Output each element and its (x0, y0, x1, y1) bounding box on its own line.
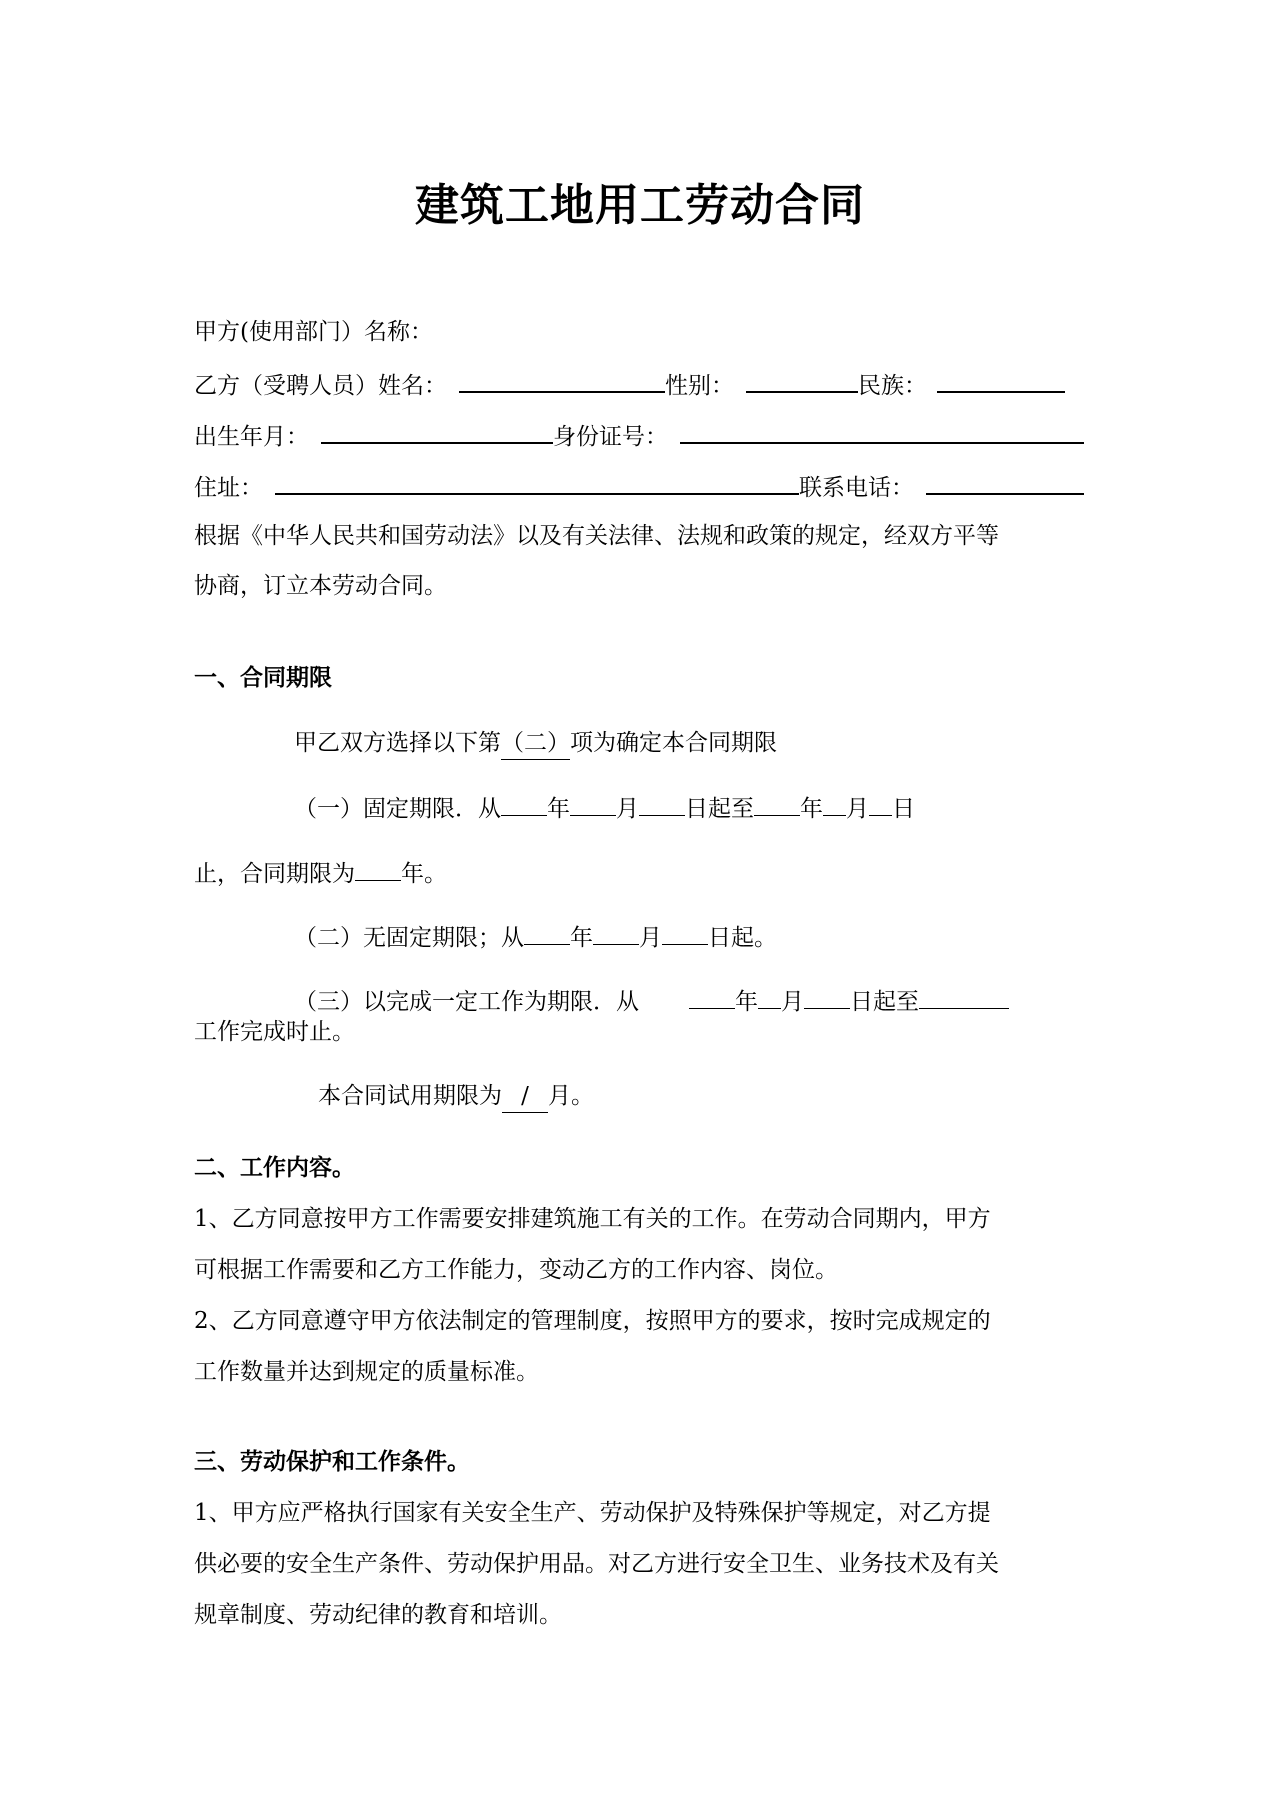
phone-field[interactable] (926, 469, 1084, 495)
opt3-year-label: 年 (735, 989, 758, 1015)
opt3-day-label: 日起至 (850, 989, 919, 1015)
document-title: 建筑工地用工劳动合同 (415, 180, 865, 231)
id-label: 身份证号： (553, 424, 668, 450)
preamble-line-2 (194, 570, 1090, 602)
opt1-month-label: 月 (616, 796, 639, 822)
opt1-day-label: 日起至 (685, 796, 754, 822)
id-number-field[interactable] (680, 418, 1084, 444)
address-field[interactable] (275, 469, 799, 495)
probation-suffix: 月。 (548, 1083, 594, 1109)
opt1-prefix: （一）固定期限．从 (294, 796, 501, 822)
term-choice-value: （二） (501, 730, 570, 756)
section-3-item-1-text-1: 1、甲方应严格执行国家有关安全生产、劳动保护及特殊保护等规定，对乙方提 (194, 1500, 991, 1526)
party-b-ethnicity-field[interactable] (937, 367, 1065, 393)
opt2-month-label: 月 (639, 925, 662, 951)
opt3-month-field[interactable] (758, 984, 781, 1009)
opt1-month2-field[interactable] (823, 791, 846, 816)
address-phone-line (194, 469, 1090, 504)
section-1-heading (194, 662, 1090, 694)
probation-field[interactable] (502, 1080, 548, 1113)
term-option-3-line-2 (194, 1016, 1090, 1048)
probation-value: / (521, 1083, 529, 1109)
section-2-item-2-text-1: 2、乙方同意遵守甲方依法制定的管理制度，按照甲方的要求，按时完成规定的 (194, 1308, 991, 1334)
opt1-day2-field[interactable] (869, 791, 892, 816)
section-2-item-1-text-2: 可根据工作需要和乙方工作能力，变动乙方的工作内容、岗位。 (194, 1257, 838, 1283)
address-label: 住址： (194, 475, 263, 501)
section-2-item-2-line-2 (194, 1356, 1090, 1388)
term-option-3-line (294, 984, 1090, 1018)
opt2-month-field[interactable] (593, 920, 639, 945)
section-1-heading-text: 一、合同期限 (194, 664, 332, 691)
preamble-text-2: 协商，订立本劳动合同。 (194, 573, 447, 599)
section-2-item-2-line-1 (194, 1305, 1090, 1337)
term-option-1-line-2 (194, 856, 1090, 890)
birth-id-line (194, 418, 1090, 453)
probation-line (318, 1080, 1018, 1113)
phone-label: 联系电话： (799, 475, 914, 501)
section-2-heading-text: 二、工作内容。 (194, 1154, 355, 1181)
opt1-month2-label: 月 (846, 796, 869, 822)
section-3-item-1-line-2 (194, 1548, 1090, 1580)
term-choice-prefix: 甲乙双方选择以下第 (294, 730, 501, 756)
opt1-duration-suffix: 年。 (401, 861, 447, 887)
opt1-year2-field[interactable] (754, 791, 800, 816)
party-b-gender-field[interactable] (746, 367, 858, 393)
section-3-item-1-text-3: 规章制度、劳动纪律的教育和培训。 (194, 1602, 562, 1628)
opt2-year-label: 年 (570, 925, 593, 951)
term-option-1-line (294, 791, 1074, 825)
term-choice-line (294, 727, 1074, 760)
opt3-end-text: 工作完成时止。 (194, 1019, 355, 1045)
opt1-year-field[interactable] (501, 791, 547, 816)
party-b-ethnicity-label: 民族： (858, 373, 927, 399)
opt1-year-label: 年 (547, 796, 570, 822)
section-3-item-1-line-3 (194, 1599, 1090, 1631)
party-b-name-field[interactable] (459, 367, 665, 393)
opt3-end-field[interactable] (919, 984, 1009, 1009)
section-3-heading-text: 三、劳动保护和工作条件。 (194, 1448, 470, 1475)
opt2-day-label: 日起。 (708, 925, 777, 951)
opt1-day2-label: 日 (892, 796, 915, 822)
opt3-month-label: 月 (781, 989, 804, 1015)
opt1-month-field[interactable] (570, 791, 616, 816)
section-2-item-1-line-2 (194, 1254, 1090, 1286)
section-3-heading (194, 1446, 1090, 1478)
opt3-prefix: （三）以完成一定工作为期限．从 (294, 989, 639, 1015)
party-a-line (194, 316, 1090, 348)
opt1-year2-label: 年 (800, 796, 823, 822)
birth-field[interactable] (321, 418, 553, 444)
opt2-year-field[interactable] (524, 920, 570, 945)
section-2-item-1-line-1 (194, 1203, 1090, 1235)
opt3-year-field[interactable] (689, 984, 735, 1009)
birth-label: 出生年月： (194, 424, 309, 450)
term-option-2-line (294, 920, 1074, 954)
term-choice-suffix: 项为确定本合同期限 (570, 730, 777, 756)
preamble-line-1 (194, 520, 1090, 552)
preamble-text-1: 根据《中华人民共和国劳动法》以及有关法律、法规和政策的规定，经双方平等 (194, 523, 999, 549)
term-choice-field[interactable] (501, 727, 570, 760)
opt1-duration-field[interactable] (355, 856, 401, 881)
party-b-line (194, 367, 1090, 402)
opt1-duration-prefix: 止，合同期限为 (194, 861, 355, 887)
section-3-item-1-text-2: 供必要的安全生产条件、劳动保护用品。对乙方进行安全卫生、业务技术及有关 (194, 1551, 999, 1577)
section-2-item-2-text-2: 工作数量并达到规定的质量标准。 (194, 1359, 539, 1385)
section-2-item-1-text-1: 1、乙方同意按甲方工作需要安排建筑施工有关的工作。在劳动合同期内，甲方 (194, 1206, 991, 1232)
opt2-day-field[interactable] (662, 920, 708, 945)
party-b-name-label: 乙方（受聘人员）姓名： (194, 373, 447, 399)
opt1-day-field[interactable] (639, 791, 685, 816)
opt3-day-field[interactable] (804, 984, 850, 1009)
opt2-prefix: （二）无固定期限；从 (294, 925, 524, 951)
section-3-item-1-line-1 (194, 1497, 1090, 1529)
party-a-label: 甲方(使用部门）名称： (194, 319, 433, 345)
probation-prefix: 本合同试用期限为 (318, 1083, 502, 1109)
section-2-heading (194, 1152, 1090, 1184)
party-b-gender-label: 性别： (665, 373, 734, 399)
